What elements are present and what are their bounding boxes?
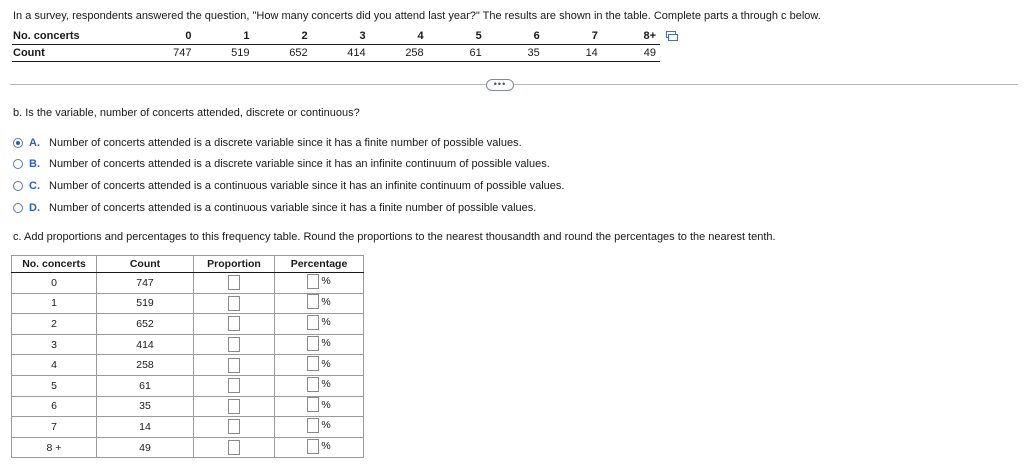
count-value: 414 — [97, 334, 194, 355]
concerts-cell: 3 — [312, 28, 370, 45]
header-count: Count — [97, 256, 194, 273]
copy-table-icon[interactable] — [666, 31, 678, 41]
percent-sign: % — [321, 398, 331, 411]
percentage-input[interactable] — [307, 294, 319, 309]
count-cell: 14 — [544, 45, 602, 62]
percent-sign: % — [321, 295, 331, 308]
option-letter: B. — [29, 158, 40, 170]
concerts-row — [12, 28, 660, 45]
option-text: Number of concerts attended is a discrete variable since it has a finite number of possible values. — [49, 137, 522, 149]
table-row — [12, 314, 364, 335]
count-cell: 61 — [428, 45, 486, 62]
table-row — [12, 437, 364, 458]
count-value: 61 — [97, 375, 194, 396]
percent-sign: % — [321, 275, 331, 288]
concerts-value: 2 — [12, 314, 97, 335]
percentage-input[interactable] — [307, 418, 319, 433]
option-c[interactable] — [13, 178, 564, 194]
count-value: 258 — [97, 355, 194, 376]
count-value: 747 — [97, 273, 194, 294]
proportion-input[interactable] — [228, 337, 240, 352]
proportion-input[interactable] — [228, 399, 240, 414]
concerts-cell: 1 — [195, 28, 253, 45]
section-divider — [10, 84, 1018, 85]
proportion-input[interactable] — [228, 296, 240, 311]
percentage-input[interactable] — [307, 356, 319, 371]
concerts-cell: 0 — [137, 28, 195, 45]
percent-sign: % — [321, 419, 331, 432]
option-b[interactable] — [13, 156, 550, 172]
option-d[interactable] — [13, 200, 536, 216]
concerts-cell: 6 — [486, 28, 544, 45]
concerts-value: 0 — [12, 273, 97, 294]
concerts-value: 3 — [12, 334, 97, 355]
more-button[interactable]: ••• — [486, 79, 514, 91]
concerts-cell: 4 — [370, 28, 428, 45]
radio-option-b[interactable] — [13, 159, 23, 169]
radio-option-c[interactable] — [13, 181, 23, 191]
percentage-input[interactable] — [307, 397, 319, 412]
concerts-value: 8 + — [12, 437, 97, 458]
option-text: Number of concerts attended is a continuous variable since it has a finite number of possible values. — [49, 202, 537, 214]
intro-text: In a survey, respondents answered the question, "How many concerts did you attend last year?" The results are shown in the table. Complete parts a through c below. — [13, 10, 821, 22]
count-value: 519 — [97, 293, 194, 314]
table-row — [12, 375, 364, 396]
proportion-input[interactable] — [228, 275, 240, 290]
concerts-cell: 5 — [428, 28, 486, 45]
count-value: 49 — [97, 437, 194, 458]
concerts-value: 4 — [12, 355, 97, 376]
header-percentage: Percentage — [275, 256, 364, 273]
percent-sign: % — [321, 337, 331, 350]
option-letter: C. — [29, 180, 40, 192]
table-row — [12, 293, 364, 314]
percent-sign: % — [321, 440, 331, 453]
table-row — [12, 273, 364, 294]
proportion-input[interactable] — [228, 316, 240, 331]
proportion-input[interactable] — [228, 419, 240, 434]
concerts-value: 1 — [12, 293, 97, 314]
row-label-concerts: No. concerts — [12, 28, 137, 45]
table-row — [12, 355, 364, 376]
part-c-instruction: c. Add proportions and percentages to this frequency table. Round the proportions to the nearest thousandth and round the percentages to the nearest tenth. — [13, 231, 776, 243]
count-value: 14 — [97, 417, 194, 438]
frequency-table — [12, 28, 660, 62]
percentage-input[interactable] — [307, 439, 319, 454]
concerts-cell: 7 — [544, 28, 602, 45]
percent-sign: % — [321, 378, 331, 391]
percentage-input[interactable] — [307, 336, 319, 351]
option-text: Number of concerts attended is a discrete variable since it has an infinite continuum of possible values. — [49, 158, 550, 170]
header-proportion: Proportion — [194, 256, 275, 273]
concerts-cell: 8+ — [602, 28, 660, 45]
percentage-input[interactable] — [307, 274, 319, 289]
count-row — [12, 45, 660, 62]
proportion-input[interactable] — [228, 358, 240, 373]
proportion-input[interactable] — [228, 378, 240, 393]
radio-option-a[interactable] — [13, 138, 23, 148]
table-row — [12, 396, 364, 417]
percentage-input[interactable] — [307, 315, 319, 330]
count-cell: 35 — [486, 45, 544, 62]
count-cell: 747 — [137, 45, 195, 62]
concerts-value: 5 — [12, 375, 97, 396]
option-letter: A. — [29, 137, 40, 149]
header-row — [12, 256, 364, 273]
count-cell: 652 — [254, 45, 312, 62]
count-cell: 519 — [195, 45, 253, 62]
part-b-question: b. Is the variable, number of concerts attended, discrete or continuous? — [13, 107, 360, 119]
count-value: 652 — [97, 314, 194, 335]
row-label-count: Count — [12, 45, 137, 62]
percentage-input[interactable] — [307, 377, 319, 392]
count-cell: 414 — [312, 45, 370, 62]
table-row — [12, 417, 364, 438]
concerts-value: 6 — [12, 396, 97, 417]
percent-sign: % — [321, 316, 331, 329]
option-text: Number of concerts attended is a continuous variable since it has an infinite continuum of possible values. — [49, 180, 565, 192]
count-value: 35 — [97, 396, 194, 417]
count-cell: 258 — [370, 45, 428, 62]
option-letter: D. — [29, 202, 40, 214]
option-a[interactable] — [13, 135, 522, 151]
table-row — [12, 334, 364, 355]
proportion-table — [11, 255, 364, 458]
concerts-cell: 2 — [254, 28, 312, 45]
radio-option-d[interactable] — [13, 203, 23, 213]
percent-sign: % — [321, 357, 331, 370]
concerts-value: 7 — [12, 417, 97, 438]
count-cell: 49 — [602, 45, 660, 62]
proportion-input[interactable] — [228, 440, 240, 455]
header-concerts: No. concerts — [12, 256, 97, 273]
